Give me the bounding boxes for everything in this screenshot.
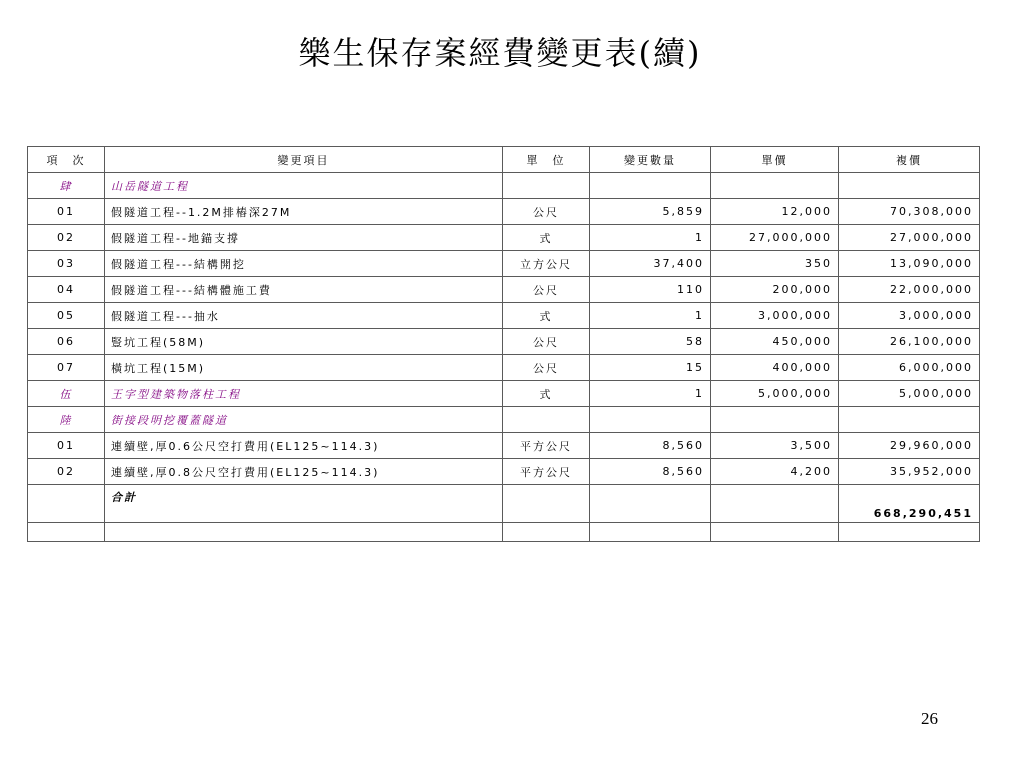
- unit-price-cell: 350: [711, 251, 839, 277]
- page-title: 樂生保存案經費變更表(續): [298, 34, 702, 72]
- header-change-item: 變更項目: [105, 147, 503, 173]
- unit-cell: [503, 173, 590, 199]
- total-price-cell: [711, 485, 839, 523]
- total-value: 668,290,451: [839, 485, 980, 523]
- blank-cell: [503, 523, 590, 542]
- change-item-cell: 假隧道工程--地錨支撐: [105, 225, 503, 251]
- quantity-cell: 110: [590, 277, 711, 303]
- total-price-cell: 27,000,000: [839, 225, 980, 251]
- quantity-cell: 1: [590, 225, 711, 251]
- item-no-cell: 陸: [28, 407, 105, 433]
- unit-price-cell: 450,000: [711, 329, 839, 355]
- item-no-cell: 伍: [28, 381, 105, 407]
- total-qty-cell: [590, 485, 711, 523]
- total-price-cell: 70,308,000: [839, 199, 980, 225]
- change-item-cell: 王字型建築物落柱工程: [105, 381, 503, 407]
- unit-price-cell: 4,200: [711, 459, 839, 485]
- change-item-cell: 假隧道工程---結構開挖: [105, 251, 503, 277]
- unit-price-cell: 3,500: [711, 433, 839, 459]
- total-price-cell: 5,000,000: [839, 381, 980, 407]
- item-no-cell: 06: [28, 329, 105, 355]
- total-price-cell: 26,100,000: [839, 329, 980, 355]
- change-item-cell: 連續壁,厚0.6公尺空打費用(EL125~114.3): [105, 433, 503, 459]
- total-price-cell: 35,952,000: [839, 459, 980, 485]
- table-row: [28, 199, 980, 225]
- change-item-cell: 假隧道工程---結構體施工費: [105, 277, 503, 303]
- quantity-cell: 8,560: [590, 433, 711, 459]
- quantity-cell: [590, 173, 711, 199]
- unit-cell: [503, 407, 590, 433]
- item-no-cell: 03: [28, 251, 105, 277]
- unit-price-cell: 12,000: [711, 199, 839, 225]
- table-row: [28, 355, 980, 381]
- change-item-cell: 假隧道工程--1.2M排樁深27M: [105, 199, 503, 225]
- total-no-cell: [28, 485, 105, 523]
- unit-cell: 平方公尺: [503, 459, 590, 485]
- total-unit-cell: [503, 485, 590, 523]
- item-no-cell: 05: [28, 303, 105, 329]
- quantity-cell: 1: [590, 303, 711, 329]
- blank-cell: [590, 523, 711, 542]
- change-item-cell: 連續壁,厚0.8公尺空打費用(EL125~114.3): [105, 459, 503, 485]
- header-total-price: 複價: [839, 147, 980, 173]
- change-item-cell: 橫坑工程(15M): [105, 355, 503, 381]
- blank-row: [28, 523, 980, 542]
- header-unit: 單 位: [503, 147, 590, 173]
- unit-cell: 式: [503, 303, 590, 329]
- item-no-cell: 肆: [28, 173, 105, 199]
- quantity-cell: [590, 407, 711, 433]
- total-price-cell: 6,000,000: [839, 355, 980, 381]
- quantity-cell: 8,560: [590, 459, 711, 485]
- item-no-cell: 02: [28, 225, 105, 251]
- table-row: [28, 225, 980, 251]
- quantity-cell: 5,859: [590, 199, 711, 225]
- total-label: 合計: [105, 485, 503, 523]
- section-row: [28, 381, 980, 407]
- quantity-cell: 58: [590, 329, 711, 355]
- cost-change-table: [27, 146, 980, 542]
- change-item-cell: 街接段明挖覆蓋隧道: [105, 407, 503, 433]
- unit-cell: 公尺: [503, 277, 590, 303]
- unit-cell: 立方公尺: [503, 251, 590, 277]
- blank-cell: [105, 523, 503, 542]
- unit-price-cell: [711, 173, 839, 199]
- item-no-cell: 01: [28, 199, 105, 225]
- blank-cell: [839, 523, 980, 542]
- total-price-cell: 29,960,000: [839, 433, 980, 459]
- table-row: [28, 303, 980, 329]
- blank-cell: [28, 523, 105, 542]
- unit-cell: 平方公尺: [503, 433, 590, 459]
- unit-cell: 式: [503, 225, 590, 251]
- table-row: [28, 329, 980, 355]
- table-header-row: [28, 147, 980, 173]
- unit-cell: 公尺: [503, 355, 590, 381]
- table-row: [28, 251, 980, 277]
- change-item-cell: 山岳隧道工程: [105, 173, 503, 199]
- blank-cell: [711, 523, 839, 542]
- unit-cell: 公尺: [503, 329, 590, 355]
- unit-cell: 式: [503, 381, 590, 407]
- total-price-cell: [839, 407, 980, 433]
- total-row: [28, 485, 980, 523]
- table-row: [28, 433, 980, 459]
- total-price-cell: [839, 173, 980, 199]
- item-no-cell: 01: [28, 433, 105, 459]
- header-quantity: 變更數量: [590, 147, 711, 173]
- unit-price-cell: 200,000: [711, 277, 839, 303]
- unit-price-cell: 3,000,000: [711, 303, 839, 329]
- quantity-cell: 15: [590, 355, 711, 381]
- total-price-cell: 13,090,000: [839, 251, 980, 277]
- page-number: 26: [921, 709, 938, 728]
- item-no-cell: 02: [28, 459, 105, 485]
- change-item-cell: 假隧道工程---抽水: [105, 303, 503, 329]
- quantity-cell: 37,400: [590, 251, 711, 277]
- item-no-cell: 04: [28, 277, 105, 303]
- table-row: [28, 459, 980, 485]
- quantity-cell: 1: [590, 381, 711, 407]
- total-price-cell: 22,000,000: [839, 277, 980, 303]
- unit-cell: 公尺: [503, 199, 590, 225]
- header-unit-price: 單價: [711, 147, 839, 173]
- unit-price-cell: 27,000,000: [711, 225, 839, 251]
- unit-price-cell: 400,000: [711, 355, 839, 381]
- unit-price-cell: [711, 407, 839, 433]
- table-row: [28, 277, 980, 303]
- header-item-no: 項 次: [28, 147, 105, 173]
- section-row: [28, 407, 980, 433]
- change-item-cell: 豎坑工程(58M): [105, 329, 503, 355]
- unit-price-cell: 5,000,000: [711, 381, 839, 407]
- item-no-cell: 07: [28, 355, 105, 381]
- total-price-cell: 3,000,000: [839, 303, 980, 329]
- section-row: [28, 173, 980, 199]
